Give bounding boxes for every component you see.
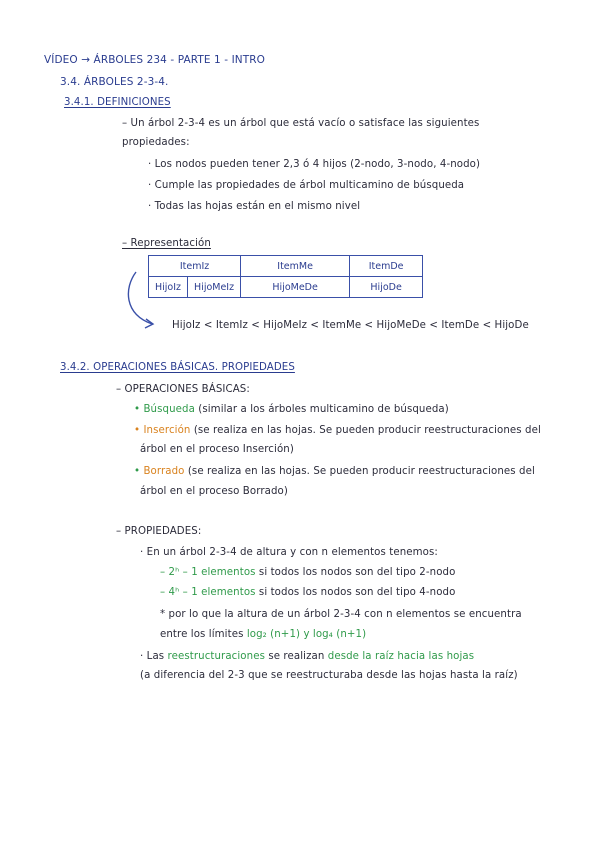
- item-cell: ItemDe: [350, 256, 423, 277]
- restructure-direction: desde la raíz hacia las hojas: [327, 651, 475, 662]
- operation-insercion: • Inserción (se realiza en las hojas. Se pueden producir reestructuraciones del: [134, 425, 541, 436]
- operation-borrado: • Borrado (se realiza en las hojas. Se pueden producir reestructuraciones del: [134, 466, 535, 477]
- min-elements-formula: – 2ʰ – 1 elementos: [160, 567, 256, 578]
- insercion-text-cont: árbol en el proceso Inserción): [140, 444, 294, 455]
- video-heading: VÍDEO → ÁRBOLES 234 - PARTE 1 - INTRO: [44, 54, 266, 66]
- min-elements-text: si todos los nodos son del tipo 2-nodo: [255, 567, 456, 578]
- borrado-text: (se realiza en las hojas. Se pueden producir reestructuraciones del: [184, 466, 535, 477]
- definition-intro-cont: propiedades:: [122, 137, 190, 148]
- representation-label: – Representación: [122, 238, 211, 249]
- item-cell: ItemIz: [149, 256, 241, 277]
- definition-item: · Cumple las propiedades de árbol multicamino de búsqueda: [148, 180, 465, 191]
- restructure-note: (a diferencia del 2-3 que se reestructuraba desde las hojas hasta la raíz): [140, 670, 518, 681]
- restructure-mid: se realizan: [264, 651, 328, 662]
- borrado-text-cont: árbol en el proceso Borrado): [140, 486, 288, 497]
- insercion-keyword: Inserción: [143, 425, 191, 436]
- curved-arrow-icon: [126, 270, 156, 332]
- order-relation: HijoIz < ItemIz < HijoMeIz < ItemMe < HijoMeDe < ItemDe < HijoDe: [172, 320, 529, 331]
- node-representation-table: [148, 255, 423, 298]
- child-cell: HijoDe: [350, 277, 423, 298]
- definition-intro: – Un árbol 2-3-4 es un árbol que está vacío o satisface las siguientes: [122, 118, 480, 129]
- property-restructure: [140, 651, 474, 662]
- restructure-keyword: reestructuraciones: [167, 651, 265, 662]
- max-elements-text: si todos los nodos son del tipo 4-nodo: [255, 587, 456, 598]
- definition-item: · Todas las hojas están en el mismo nivel: [148, 201, 361, 212]
- operation-busqueda: • Búsqueda (similar a los árboles multicamino de búsqueda): [134, 404, 449, 415]
- property-max-elements: [160, 587, 455, 598]
- section-heading: 3.4. ÁRBOLES 2-3-4.: [60, 76, 169, 88]
- definition-item: · Los nodos pueden tener 2,3 ó 4 hijos (2-nodo, 3-nodo, 4-nodo): [148, 159, 481, 170]
- height-bounds-text: entre los límites: [160, 629, 247, 640]
- borrado-keyword: Borrado: [143, 466, 185, 477]
- restructure-prefix: · Las: [140, 651, 168, 662]
- subsection-operaciones: 3.4.2. OPERACIONES BÁSICAS. PROPIEDADES: [60, 362, 295, 373]
- property-height: · En un árbol 2-3-4 de altura y con n elementos tenemos:: [140, 547, 438, 558]
- busqueda-keyword: Búsqueda: [143, 404, 195, 415]
- child-cell: HijoMeDe: [241, 277, 350, 298]
- properties-title: – PROPIEDADES:: [116, 526, 202, 537]
- items-row: [149, 256, 423, 277]
- property-min-elements: [160, 567, 455, 578]
- height-bounds: [160, 629, 366, 640]
- operations-title: – OPERACIONES BÁSICAS:: [116, 384, 250, 395]
- child-cell: HijoMeIz: [188, 277, 241, 298]
- children-row: [149, 277, 423, 298]
- insercion-text: (se realiza en las hojas. Se pueden producir reestructuraciones del: [190, 425, 541, 436]
- height-bounds-formula: log₂ (n+1) y log₄ (n+1): [246, 629, 367, 640]
- height-note: * por lo que la altura de un árbol 2-3-4 con n elementos se encuentra: [160, 609, 522, 620]
- max-elements-formula: – 4ʰ – 1 elementos: [160, 587, 256, 598]
- busqueda-text: (similar a los árboles multicamino de búsqueda): [194, 404, 449, 415]
- subsection-definiciones: 3.4.1. DEFINICIONES: [64, 97, 171, 108]
- item-cell: ItemMe: [241, 256, 350, 277]
- child-cell: HijoIz: [149, 277, 188, 298]
